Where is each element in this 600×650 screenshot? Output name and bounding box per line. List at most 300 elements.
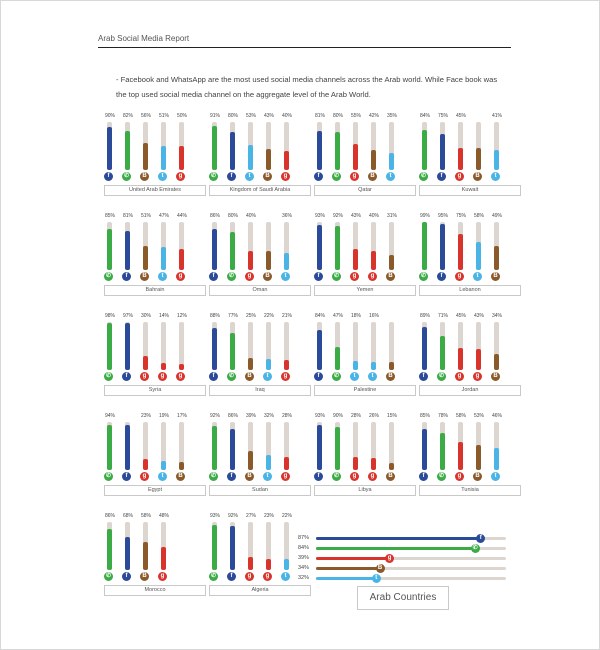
aggregate-bar-row [298, 574, 508, 583]
bar-whatsapp [335, 427, 340, 470]
whatsapp-icon: ✆ [438, 473, 445, 479]
twitter-icon: t [158, 272, 167, 281]
google-plus-icon: g [281, 472, 290, 481]
bar-value-label: 48% [158, 513, 169, 519]
bar-value-label: 71% [437, 313, 448, 319]
bar-blogger [266, 149, 271, 170]
bar-track [440, 322, 445, 370]
bar-googleplus [266, 559, 271, 570]
bar-track [389, 222, 394, 270]
bar-whatsapp [107, 529, 112, 570]
aggregate-value-label: 32% [298, 575, 310, 581]
bar-twitter [266, 359, 271, 370]
aggregate-bar-row [298, 564, 508, 573]
bar-value-label: 86% [209, 213, 220, 219]
google-plus-icon: g [368, 472, 377, 481]
bar-track [143, 222, 148, 270]
bar-facebook [107, 127, 112, 170]
blogger-icon: B [386, 272, 395, 281]
bar-value-label: 89% [419, 313, 430, 319]
bar-track [125, 422, 130, 470]
bar-facebook [230, 526, 235, 570]
bar-whatsapp [107, 323, 112, 370]
aggregate-bar-track [316, 577, 506, 580]
bar-value-label: 95% [437, 213, 448, 219]
bar-track [125, 122, 130, 170]
aggregate-bar-whatsapp [316, 547, 476, 550]
bar-value-label: 58% [455, 413, 466, 419]
bar-value-label: 93% [314, 213, 325, 219]
bar-value-label: 92% [227, 513, 238, 519]
bar-track [266, 122, 271, 170]
bar-track [335, 122, 340, 170]
google-plus-icon: g [176, 272, 185, 281]
bar-googleplus [143, 356, 148, 370]
bar-value-label: 97% [122, 313, 133, 319]
bar-value-label: 35% [386, 113, 397, 119]
facebook-icon: f [122, 472, 131, 481]
bar-track [161, 222, 166, 270]
google-plus-icon: g [281, 172, 290, 181]
bar-track [248, 322, 253, 370]
bar-googleplus [143, 459, 148, 470]
bar-value-label: 86% [104, 513, 115, 519]
google-plus-icon: g [473, 372, 482, 381]
bar-value-label: 75% [455, 213, 466, 219]
country-label: Algeria [209, 585, 311, 596]
bar-track [107, 422, 112, 470]
bar-googleplus [161, 547, 166, 570]
bar-value-label: 99% [419, 213, 430, 219]
bar-value-label: 45% [455, 113, 466, 119]
bar-value-label: 84% [314, 313, 325, 319]
bar-value-label: 78% [437, 413, 448, 419]
bar-twitter [266, 455, 271, 470]
aggregate-bar-blogger [316, 567, 381, 570]
bar-track [476, 122, 481, 170]
bar-track [107, 322, 112, 370]
twitter-icon: t [368, 372, 377, 381]
twitter-icon: t [491, 172, 500, 181]
bar-track [335, 322, 340, 370]
bar-track [179, 422, 184, 470]
country-label: Tunisia [419, 485, 521, 496]
bar-value-label: 80% [332, 113, 343, 119]
bar-blogger [179, 462, 184, 470]
bar-value-label: 98% [104, 313, 115, 319]
bar-facebook [317, 131, 322, 170]
aggregate-value-label: 39% [298, 555, 310, 561]
bar-value-label: 14% [158, 313, 169, 319]
bar-track [230, 222, 235, 270]
whatsapp-icon: ✆ [420, 173, 427, 179]
bar-track [107, 222, 112, 270]
bar-twitter [494, 150, 499, 170]
facebook-icon: f [209, 272, 218, 281]
whatsapp-icon: ✆ [228, 373, 235, 379]
google-plus-icon: g [350, 472, 359, 481]
facebook-icon: f [314, 472, 323, 481]
facebook-icon: f [314, 372, 323, 381]
bar-track [317, 222, 322, 270]
bar-value-label: 32% [263, 413, 274, 419]
blogger-icon: B [140, 272, 149, 281]
bar-facebook [422, 429, 427, 470]
facebook-icon: f [122, 572, 131, 581]
bar-googleplus [179, 146, 184, 170]
bar-track [284, 122, 289, 170]
bar-value-label: 80% [227, 213, 238, 219]
country-chart [419, 213, 521, 299]
blogger-icon: B [263, 172, 272, 181]
bar-track [458, 422, 463, 470]
bar-value-label: 82% [122, 113, 133, 119]
aggregate-bar-track [316, 557, 506, 560]
bar-track [125, 222, 130, 270]
whatsapp-icon: ✆ [333, 473, 340, 479]
country-chart [104, 113, 206, 199]
country-label: Lebanon [419, 285, 521, 296]
country-chart [209, 513, 311, 599]
google-plus-icon: g [455, 472, 464, 481]
whatsapp-icon: ✆ [105, 373, 112, 379]
whatsapp-icon: ✆ [333, 273, 340, 279]
bar-value-label: 86% [227, 413, 238, 419]
bar-value-label: 30% [140, 313, 151, 319]
bar-twitter [353, 361, 358, 370]
bar-googleplus [371, 458, 376, 470]
blogger-icon: B [473, 472, 482, 481]
intro-paragraph: - Facebook and WhatsApp are the most used social media channels across the Arab world. While Face book was the top used social media channel on the aggregate level of the Arab World. [116, 75, 498, 99]
bar-whatsapp [212, 426, 217, 470]
bar-value-label: 15% [386, 413, 397, 419]
bar-value-label: 28% [281, 413, 292, 419]
country-chart [419, 113, 521, 199]
google-plus-icon: g [350, 172, 359, 181]
bar-googleplus [284, 151, 289, 170]
aggregate-bar-googleplus [316, 557, 390, 560]
bar-track [230, 422, 235, 470]
bar-googleplus [284, 360, 289, 370]
blogger-icon: B [386, 372, 395, 381]
google-plus-icon: g [176, 172, 185, 181]
whatsapp-icon: ✆ [210, 473, 217, 479]
bar-track [440, 222, 445, 270]
blogger-icon: B [376, 564, 385, 573]
aggregate-bar-facebook [316, 537, 481, 540]
whatsapp-icon: ✆ [438, 373, 445, 379]
bar-value-label: 53% [473, 413, 484, 419]
aggregate-bar-track [316, 547, 506, 550]
bar-value-label: 53% [245, 113, 256, 119]
twitter-icon: t [386, 172, 395, 181]
bar-twitter [284, 253, 289, 270]
country-chart [104, 213, 206, 299]
bar-whatsapp [212, 126, 217, 170]
country-label: Iraq [209, 385, 311, 396]
bar-whatsapp [230, 232, 235, 270]
aggregate-bar-row [298, 544, 508, 553]
bar-whatsapp [335, 347, 340, 370]
facebook-icon: f [209, 372, 218, 381]
bar-value-label: 93% [314, 413, 325, 419]
country-chart [209, 213, 311, 299]
bar-whatsapp [125, 131, 130, 170]
bar-track [161, 122, 166, 170]
bar-value-label: 42% [368, 113, 379, 119]
bar-track [422, 422, 427, 470]
bar-facebook [317, 225, 322, 270]
bar-blogger [494, 246, 499, 270]
bar-whatsapp [335, 132, 340, 170]
aggregate-bar-row [298, 534, 508, 543]
bar-value-label: 85% [104, 213, 115, 219]
bar-value-label: 31% [386, 213, 397, 219]
bar-track [422, 122, 427, 170]
whatsapp-icon: ✆ [420, 273, 427, 279]
whatsapp-icon: ✆ [123, 173, 130, 179]
blogger-icon: B [368, 172, 377, 181]
aggregate-bar-track [316, 537, 506, 540]
bar-blogger [266, 251, 271, 270]
blogger-icon: B [263, 272, 272, 281]
bar-value-label: 84% [419, 113, 430, 119]
bar-value-label: 34% [491, 313, 502, 319]
bar-track [179, 222, 184, 270]
country-chart [104, 413, 206, 499]
blogger-icon: B [176, 472, 185, 481]
bar-whatsapp [212, 525, 217, 570]
bar-track [248, 122, 253, 170]
bar-track [422, 322, 427, 370]
bar-track [458, 222, 463, 270]
bar-blogger [389, 255, 394, 270]
bar-track [284, 522, 289, 570]
bar-track [230, 322, 235, 370]
bar-twitter [476, 242, 481, 270]
bar-googleplus [458, 148, 463, 170]
country-chart [419, 313, 521, 399]
bar-value-label: 81% [314, 113, 325, 119]
bar-value-label: 43% [263, 113, 274, 119]
google-plus-icon: g [158, 572, 167, 581]
bar-track [248, 422, 253, 470]
aggregate-value-label: 87% [298, 535, 310, 541]
country-chart [209, 413, 311, 499]
bar-twitter [161, 146, 166, 170]
bar-value-label: 16% [368, 313, 379, 319]
bar-track [266, 222, 271, 270]
bar-track [353, 322, 358, 370]
facebook-icon: f [314, 172, 323, 181]
bar-track [335, 422, 340, 470]
bar-track [266, 422, 271, 470]
bar-twitter [161, 461, 166, 470]
bar-track [212, 222, 217, 270]
bar-value-label: 47% [332, 313, 343, 319]
bar-track [212, 422, 217, 470]
bar-twitter [371, 362, 376, 370]
google-plus-icon: g [245, 572, 254, 581]
bar-track [389, 122, 394, 170]
bar-track [107, 122, 112, 170]
bar-track [389, 422, 394, 470]
bar-track [440, 422, 445, 470]
bar-track [143, 322, 148, 370]
bar-value-label: 56% [140, 113, 151, 119]
bar-track [266, 322, 271, 370]
bar-googleplus [161, 363, 166, 370]
bar-track [353, 122, 358, 170]
bar-googleplus [248, 251, 253, 270]
bar-twitter [494, 448, 499, 470]
bar-value-label: 36% [281, 213, 292, 219]
country-label: Egypt [104, 485, 206, 496]
bar-track [179, 322, 184, 370]
bar-track [422, 222, 427, 270]
bar-track [143, 422, 148, 470]
bar-track [353, 222, 358, 270]
bar-blogger [476, 148, 481, 170]
bar-track [284, 322, 289, 370]
bar-googleplus [458, 234, 463, 270]
bar-value-label: 58% [140, 513, 151, 519]
aggregate-bar-track [316, 567, 506, 570]
bar-track [161, 322, 166, 370]
blogger-icon: B [140, 572, 149, 581]
twitter-icon: t [263, 472, 272, 481]
facebook-icon: f [122, 272, 131, 281]
bar-googleplus [179, 364, 184, 370]
whatsapp-icon: ✆ [105, 573, 112, 579]
twitter-icon: t [245, 172, 254, 181]
bar-track [230, 522, 235, 570]
bar-value-label: 12% [176, 313, 187, 319]
bar-track [143, 122, 148, 170]
google-plus-icon: g [245, 272, 254, 281]
bar-track [440, 122, 445, 170]
bar-track [107, 522, 112, 570]
bar-value-label: 27% [245, 513, 256, 519]
bar-value-label: 25% [245, 313, 256, 319]
bar-value-label: 47% [158, 213, 169, 219]
bar-facebook [125, 537, 130, 570]
aggregate-value-label: 34% [298, 565, 310, 571]
bar-blogger [494, 354, 499, 370]
country-label: Syria [104, 385, 206, 396]
bar-track [143, 522, 148, 570]
country-chart [104, 513, 206, 599]
twitter-icon: t [473, 272, 482, 281]
bar-value-label: 81% [122, 213, 133, 219]
bar-track [335, 222, 340, 270]
country-label: Kingdom of Saudi Arabia [209, 185, 311, 196]
facebook-icon: f [476, 534, 485, 543]
google-plus-icon: g [263, 572, 272, 581]
facebook-icon: f [437, 172, 446, 181]
country-chart [314, 113, 416, 199]
blogger-icon: B [491, 272, 500, 281]
bar-value-label: 45% [455, 313, 466, 319]
bar-value-label: 46% [491, 413, 502, 419]
google-plus-icon: g [140, 372, 149, 381]
bar-whatsapp [440, 336, 445, 370]
bar-value-label: 40% [245, 213, 256, 219]
country-label: Kuwait [419, 185, 521, 196]
bar-value-label: 21% [281, 313, 292, 319]
bar-value-label: 18% [350, 313, 361, 319]
bar-whatsapp [230, 333, 235, 370]
country-label: Yemen [314, 285, 416, 296]
bar-track [494, 322, 499, 370]
bar-blogger [143, 246, 148, 270]
country-chart [209, 313, 311, 399]
country-label: Sudan [209, 485, 311, 496]
whatsapp-icon: ✆ [210, 573, 217, 579]
title-divider [98, 47, 511, 48]
bar-value-label: 51% [158, 113, 169, 119]
bar-value-label: 43% [350, 213, 361, 219]
bar-value-label: 94% [104, 413, 115, 419]
country-label: Bahrain [104, 285, 206, 296]
country-label: Morocco [104, 585, 206, 596]
country-chart [209, 113, 311, 199]
country-chart [314, 413, 416, 499]
bar-track [212, 522, 217, 570]
bar-blogger [143, 542, 148, 570]
bar-track [317, 322, 322, 370]
bar-facebook [422, 327, 427, 370]
bar-value-label: 49% [491, 213, 502, 219]
bar-twitter [389, 153, 394, 170]
bar-facebook [125, 231, 130, 270]
bar-googleplus [458, 442, 463, 470]
bar-value-label: 40% [368, 213, 379, 219]
bar-value-label: 77% [227, 313, 238, 319]
bar-facebook [230, 132, 235, 170]
bar-track [248, 222, 253, 270]
twitter-icon: t [263, 372, 272, 381]
whatsapp-icon: ✆ [472, 545, 478, 551]
google-plus-icon: g [140, 472, 149, 481]
blogger-icon: B [245, 372, 254, 381]
bar-track [494, 222, 499, 270]
facebook-icon: f [227, 572, 236, 581]
bar-twitter [248, 145, 253, 170]
facebook-icon: f [227, 472, 236, 481]
twitter-icon: t [281, 272, 290, 281]
bar-whatsapp [107, 229, 112, 270]
google-plus-icon: g [176, 372, 185, 381]
bar-value-label: 22% [281, 513, 292, 519]
bar-track [371, 222, 376, 270]
bar-value-label: 51% [140, 213, 151, 219]
bar-track [284, 222, 289, 270]
facebook-icon: f [437, 272, 446, 281]
bar-facebook [212, 229, 217, 270]
bar-facebook [440, 224, 445, 270]
bar-blogger [389, 362, 394, 370]
google-plus-icon: g [158, 372, 167, 381]
google-plus-icon: g [455, 172, 464, 181]
bar-facebook [317, 330, 322, 370]
blogger-icon: B [245, 472, 254, 481]
bar-value-label: 39% [245, 413, 256, 419]
bar-value-label: 85% [419, 413, 430, 419]
bar-value-label: 28% [350, 413, 361, 419]
bar-blogger [476, 445, 481, 470]
bar-googleplus [476, 349, 481, 370]
